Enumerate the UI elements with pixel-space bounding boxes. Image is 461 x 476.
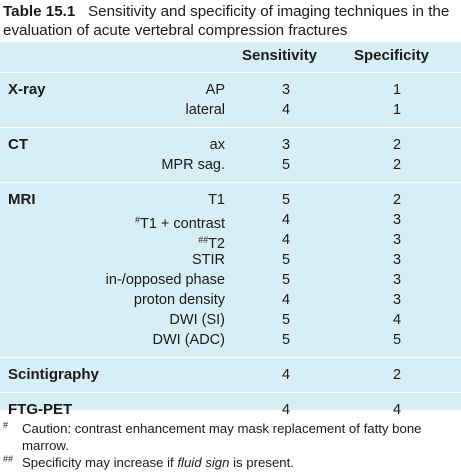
specificity-value: 4 — [392, 312, 402, 328]
table-title: Sensitivity and specificity of imaging techniques in the evaluation of acute vertebral compression fractures — [3, 3, 450, 39]
technique-label: T1 + contrast — [139, 216, 225, 232]
table-caption — [3, 2, 459, 40]
row-technique — [169, 310, 225, 330]
row-technique — [186, 100, 226, 120]
row-technique — [106, 270, 225, 290]
group-name: CT — [8, 136, 28, 153]
specificity-value: 3 — [392, 252, 402, 268]
row-technique — [153, 330, 226, 350]
technique-label: AP — [205, 82, 225, 98]
group-name: X-ray — [8, 81, 46, 98]
sensitivity-value: 4 — [281, 292, 291, 308]
table-row — [0, 155, 461, 175]
technique-label: DWI (SI) — [169, 312, 225, 328]
header-specificity: Specificity — [354, 47, 430, 64]
row-technique — [192, 250, 225, 270]
table-number: Table 15.1 — [3, 3, 76, 20]
table-row — [0, 250, 461, 270]
row-technique — [134, 290, 225, 310]
technique-label: ax — [209, 137, 225, 153]
sensitivity-value: 4 — [281, 402, 291, 418]
specificity-value: 1 — [392, 102, 402, 118]
specificity-value: 3 — [392, 212, 402, 228]
footnotes — [0, 420, 461, 471]
sensitivity-value: 3 — [281, 137, 291, 153]
group-name: MRI — [8, 191, 36, 208]
technique-label: T1 — [208, 192, 225, 208]
sensitivity-value: 4 — [281, 102, 291, 118]
footnote-text-italic: fluid sign — [177, 455, 230, 470]
footnote-ref: ## — [198, 235, 209, 245]
specificity-value: 2 — [392, 137, 402, 153]
sensitivity-value: 5 — [281, 312, 291, 328]
table-group — [0, 128, 461, 183]
technique-label: MPR sag. — [161, 157, 225, 173]
specificity-value: 1 — [392, 82, 402, 98]
table-group — [0, 358, 461, 393]
footnote-mark: # — [3, 420, 9, 430]
sensitivity-value: 5 — [281, 252, 291, 268]
technique-label: in-/opposed phase — [105, 272, 225, 288]
table-group — [0, 73, 461, 128]
technique-label: DWI (ADC) — [152, 332, 225, 348]
specificity-value: 3 — [392, 292, 402, 308]
sensitivity-value: 5 — [281, 332, 291, 348]
footnote-text-after: is present. — [229, 455, 294, 470]
header-sensitivity: Sensitivity — [242, 47, 318, 64]
sensitivity-value: 4 — [281, 367, 291, 383]
data-table — [0, 42, 461, 418]
sensitivity-value: 4 — [281, 232, 291, 248]
row-technique — [208, 190, 225, 210]
row-technique — [206, 80, 225, 100]
footnote-mark: ## — [3, 454, 14, 464]
table-row — [0, 270, 461, 290]
specificity-value: 3 — [392, 232, 402, 248]
group-name: Scintigraphy — [8, 366, 99, 383]
table-row — [0, 230, 461, 250]
sensitivity-value: 3 — [281, 82, 291, 98]
technique-label: lateral — [185, 102, 225, 118]
table-header-row — [0, 42, 461, 73]
sensitivity-value: 5 — [281, 157, 291, 173]
specificity-value: 2 — [392, 192, 402, 208]
table-row — [0, 365, 461, 385]
table-row — [0, 190, 461, 210]
specificity-value: 5 — [392, 332, 402, 348]
footnote-text-before: Specificity may increase if — [22, 455, 178, 470]
footnote-ref: # — [134, 215, 140, 225]
table-row — [0, 330, 461, 350]
table-group — [0, 183, 461, 358]
specificity-value: 2 — [392, 157, 402, 173]
table-row — [0, 100, 461, 120]
technique-label: proton density — [133, 292, 225, 308]
specificity-value: 2 — [392, 367, 402, 383]
group-name: FTG-PET — [8, 401, 73, 418]
footnote-text: Caution: contrast enhancement may mask replacement of fatty bone marrow. — [22, 421, 422, 453]
row-technique — [161, 155, 225, 175]
table-row — [0, 80, 461, 100]
table-row — [0, 310, 461, 330]
footnote-2 — [0, 454, 461, 471]
sensitivity-value: 5 — [281, 272, 291, 288]
technique-label: STIR — [191, 252, 225, 268]
table-row — [0, 400, 461, 420]
sensitivity-value: 5 — [281, 192, 291, 208]
table-row — [0, 135, 461, 155]
technique-label: T2 — [208, 236, 225, 252]
table-row — [0, 210, 461, 230]
specificity-value: 3 — [392, 272, 402, 288]
table-row — [0, 290, 461, 310]
row-technique — [210, 135, 225, 155]
specificity-value: 4 — [392, 402, 402, 418]
footnote-1 — [0, 420, 461, 454]
sensitivity-value: 4 — [281, 212, 291, 228]
